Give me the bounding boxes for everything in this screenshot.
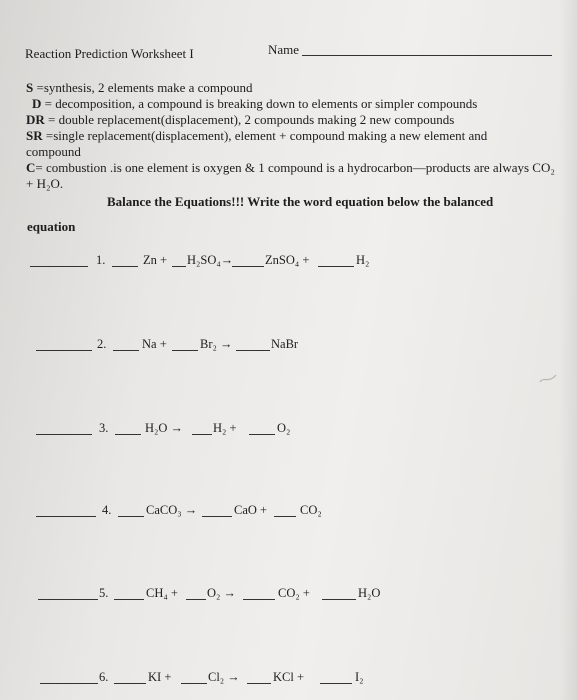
word-equation-blank[interactable]: [40, 683, 98, 684]
coefficient-blank[interactable]: [172, 266, 186, 267]
coefficient-blank[interactable]: [186, 599, 206, 600]
word-equation-blank[interactable]: [36, 350, 92, 351]
coefficient-blank[interactable]: [232, 266, 264, 267]
definition-text: = combustion .is one element is oxygen & 1 compound is a hydrocarbon—products are always CO₂ + H₂O.: [26, 160, 555, 191]
equation-term: CH₄ +: [146, 586, 178, 600]
coefficient-blank[interactable]: [247, 683, 271, 684]
coefficient-blank[interactable]: [113, 350, 139, 351]
equation-term: Zn +: [143, 253, 168, 267]
coefficient-blank[interactable]: [114, 599, 144, 600]
page-edge-shadow: [559, 0, 577, 700]
definition-key: C: [26, 160, 36, 175]
equation-number: 4.: [102, 503, 112, 517]
instructions-line-1: Balance the Equations!!! Write the word equation below the balanced: [107, 194, 494, 209]
equation-term: O₂ →: [207, 586, 237, 600]
coefficient-blank[interactable]: [172, 350, 198, 351]
coefficient-blank[interactable]: [112, 266, 138, 267]
coefficient-blank[interactable]: [181, 683, 207, 684]
equation-term: NaBr: [271, 337, 299, 351]
coefficient-blank[interactable]: [320, 683, 352, 684]
coefficient-blank[interactable]: [236, 350, 270, 351]
word-equation-blank[interactable]: [30, 266, 88, 267]
definition-key: S: [26, 80, 34, 95]
coefficient-blank[interactable]: [202, 516, 232, 517]
definitions-block: [26, 80, 561, 192]
definition-text: = decomposition, a compound is breaking down to elements or simpler compounds: [41, 96, 478, 111]
equation-term: I₂: [355, 670, 364, 684]
equation-term: CO₂ +: [278, 586, 310, 600]
definition-single-replacement: [26, 128, 526, 160]
equation-term: H₂: [356, 253, 370, 267]
name-blank-line: [302, 55, 552, 56]
equation-term: KI +: [148, 670, 172, 684]
equation-term: CO₂: [300, 503, 322, 517]
coefficient-blank[interactable]: [249, 434, 275, 435]
equation-number: 6.: [99, 670, 109, 684]
definition-text: = double replacement(displacement), 2 compounds making 2 new compounds: [44, 112, 455, 127]
equation-term: H₂ +: [213, 421, 237, 435]
equation-number: 1.: [96, 253, 106, 267]
definition-key: DR: [26, 112, 45, 127]
equation-number: 3.: [99, 421, 109, 435]
definition-synthesis: [26, 80, 561, 96]
definition-decomposition: [26, 96, 561, 112]
equation-term: Br₂ →: [200, 337, 233, 351]
word-equation-blank[interactable]: [38, 599, 98, 600]
equation-number: 5.: [99, 586, 109, 600]
definition-double-replacement: [26, 112, 561, 128]
equation-term: H₂O: [358, 586, 381, 600]
equation-term: Cl₂ →: [208, 670, 240, 684]
equation-term: KCl +: [273, 670, 305, 684]
equation-number: 2.: [97, 337, 107, 351]
coefficient-blank[interactable]: [114, 683, 146, 684]
equation-term: H₂SO₄→: [187, 253, 234, 267]
word-equation-blank[interactable]: [36, 434, 92, 435]
definition-text: =synthesis, 2 elements make a compound: [33, 80, 253, 95]
equation-term: H₂O →: [145, 421, 184, 435]
coefficient-blank[interactable]: [318, 266, 354, 267]
coefficient-blank[interactable]: [274, 516, 296, 517]
word-equation-blank[interactable]: [36, 516, 96, 517]
coefficient-blank[interactable]: [118, 516, 144, 517]
instructions-line-2: equation: [27, 219, 76, 234]
equation-term: CaCO₃ →: [146, 503, 198, 517]
equation-term: CaO +: [234, 503, 268, 517]
name-label: Name: [268, 42, 300, 57]
definition-text: =single replacement(displacement), element + compound making a new element and compound: [26, 128, 488, 159]
equation-term: Na +: [142, 337, 167, 351]
coefficient-blank[interactable]: [322, 599, 356, 600]
definition-key: D: [32, 96, 42, 111]
pencil-mark-icon: [538, 372, 558, 386]
equation-term: O₂: [277, 421, 291, 435]
coefficient-blank[interactable]: [192, 434, 212, 435]
equation-term: ZnSO₄ +: [265, 253, 310, 267]
coefficient-blank[interactable]: [115, 434, 141, 435]
definition-key: SR: [26, 128, 43, 143]
worksheet-title: Reaction Prediction Worksheet I: [25, 46, 194, 61]
definition-combustion: [26, 160, 556, 192]
coefficient-blank[interactable]: [243, 599, 275, 600]
